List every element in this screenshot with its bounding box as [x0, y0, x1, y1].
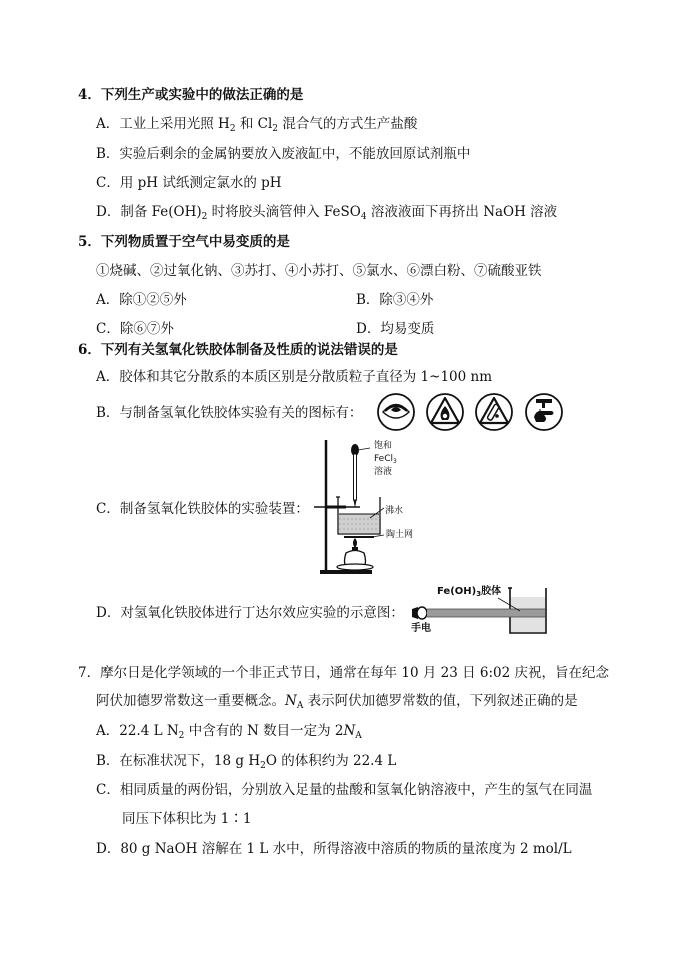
q6-stem: 6．下列有关氢氧化铁胶体制备及性质的说法错误的是 [78, 342, 398, 358]
q7-stem-line2: 阿伏加德罗常数这一重要概念。$N_A$ 表示阿伏加德罗常数的值，下列叙述正确的是 [96, 693, 578, 711]
q4-stem: 4．下列生产或实验中的做法正确的是 [78, 87, 304, 103]
q7-option-a: A．22.4 L $N_2$ 中含有的 N 数目一定为 $2N_A$ [96, 723, 362, 741]
flame-hazard-icon [427, 394, 463, 430]
tyndall-label-flashlight: 手电 [411, 623, 431, 634]
q5-option-c: C．除⑥⑦外 [96, 321, 174, 337]
q4-option-a: A．工业上采用光照 $H_2$ 和 $Cl_2$ 混合气的方式生产盐酸 [96, 116, 418, 134]
q6-option-a: A．胶体和其它分散系的本质区别是分散质粒子直径为 1~100 nm [96, 369, 492, 385]
apparatus-label-gauze: 陶土网 [386, 530, 414, 540]
colloid-apparatus-diagram [306, 440, 426, 580]
q7-option-b: B．在标准状况下，18 g $H_2O$ 的体积约为 22.4 L [96, 753, 397, 771]
q7-option-c-line2: 同压下体积比为 1∶1 [122, 811, 252, 827]
apparatus-label-boiling-water: 沸水 [385, 506, 404, 516]
q4-option-b: B．实验后剩余的金属钠要放入废液缸中，不能放回原试剂瓶中 [96, 146, 471, 162]
alcohol-lamp [337, 538, 373, 570]
q6-option-c: C．制备氢氧化铁胶体的实验装置： [96, 501, 309, 517]
q4-option-c: C．用 pH 试纸测定氯水的 pH [96, 175, 282, 191]
apparatus-label-saturated: 饱和 [374, 441, 393, 451]
q5-option-b: B．除③④外 [356, 292, 434, 308]
q6-option-b: B．与制备氢氧化铁胶体实验有关的图标有： [96, 405, 363, 421]
flashlight-icon [412, 607, 427, 619]
dropper [351, 444, 359, 508]
safety-icons [376, 392, 566, 432]
apparatus-label-fecl3: FeCl$_3$ [374, 454, 397, 465]
q7-option-d: D．80 g NaOH 溶解在 1 L 水中，所得溶液中溶质的物质的量浓度为 2 mol/L [96, 841, 572, 857]
q5-substance-list: ①烧碱、②过氧化钠、③苏打、④小苏打、⑤氯水、⑥漂白粉、⑦硫酸亚铁 [96, 263, 542, 279]
heating-hazard-icon [378, 394, 414, 430]
q5-stem: 5．下列物质置于空气中易变质的是 [78, 234, 290, 250]
tyndall-label-colloid: $Fe(OH)_3$胶体 [437, 586, 502, 598]
apparatus-label-solution: 溶液 [374, 467, 393, 477]
stand-base [320, 570, 372, 574]
q5-option-d: D．均易变质 [356, 321, 435, 337]
q4-option-d: D．制备 $Fe(OH)_2$ 时将胶头滴管伸入 FeSO$_4$ 溶液液面下再挤出 NaOH 溶液 [96, 204, 558, 222]
q6-option-d: D．对氢氧化铁胶体进行丁达尔效应实验的示意图： [96, 605, 404, 621]
boiling-water [339, 514, 379, 533]
test-tube-icon [476, 394, 512, 430]
light-beam [427, 609, 545, 617]
q7-option-c-line1: C．相同质量的两份铝，分别放入足量的盐酸和氢氧化钠溶液中，产生的氢气在同温 [96, 782, 593, 798]
q5-option-a: A．除①②⑤外 [96, 292, 187, 308]
q7-stem-line1: 7．摩尔日是化学领域的一个非正式节日，通常在每年 10 月 23 日 6:02 庆祝，旨在纪念 [78, 665, 610, 681]
wash-hands-icon [526, 394, 562, 430]
